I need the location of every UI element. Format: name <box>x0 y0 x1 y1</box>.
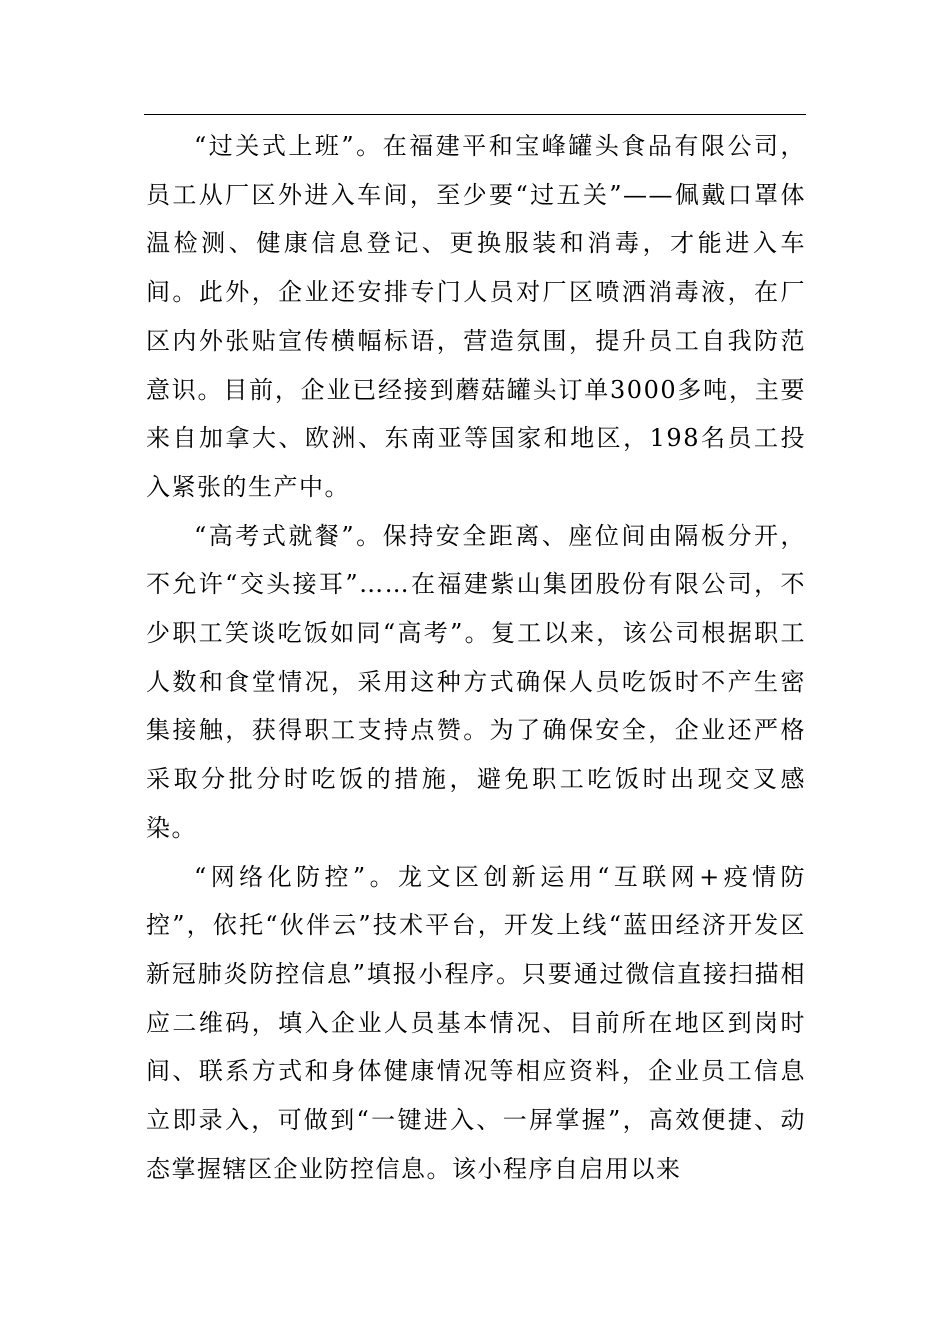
paragraph-online-prevention: “网络化防控”。龙文区创新运用“互联网+疫情防控”，依托“伙伴云”技术平台，开发上线“蓝田经济开发区新冠肺炎防控信息”填报小程序。只要通过微信直接扫描相应二维码，填入企业人员基本情况、目前所在地区到岗时间、联系方式和身体健康情况等相应资料，企业员工信息立即录入，可做到“一键进入、一屏掌握”，高效便捷、动态掌握辖区企业防控信息。该小程序自启用以来 <box>146 862 806 1183</box>
header-rule <box>144 114 806 115</box>
document-body <box>146 122 806 1193</box>
paragraph-commute-screening: “过关式上班”。在福建平和宝峰罐头食品有限公司，员工从厂区外进入车间，至少要“过五关”——佩戴口罩体温检测、健康信息登记、更换服装和消毒，才能进入车间。此外，企业还安排专门人员对厂区喷洒消毒液，在厂区内外张贴宣传横幅标语，营造氛围，提升员工自我防范意识。目前，企业已经接到蘑菇罐头订单3000多吨，主要来自加拿大、欧洲、东南亚等国家和地区，198名员工投入紧张的生产中。 <box>146 132 806 501</box>
paragraph-exam-style-dining: “高考式就餐”。保持安全距离、座位间由隔板分开，不允许“交头接耳”……在福建紫山集团股份有限公司，不少职工笑谈吃饭如同“高考”。复工以来，该公司根据职工人数和食堂情况，采用这种方式确保人员吃饭时不产生密集接触，获得职工支持点赞。为了确保安全，企业还严格采取分批分时吃饭的措施，避免职工吃饭时出现交叉感染。 <box>146 521 806 842</box>
